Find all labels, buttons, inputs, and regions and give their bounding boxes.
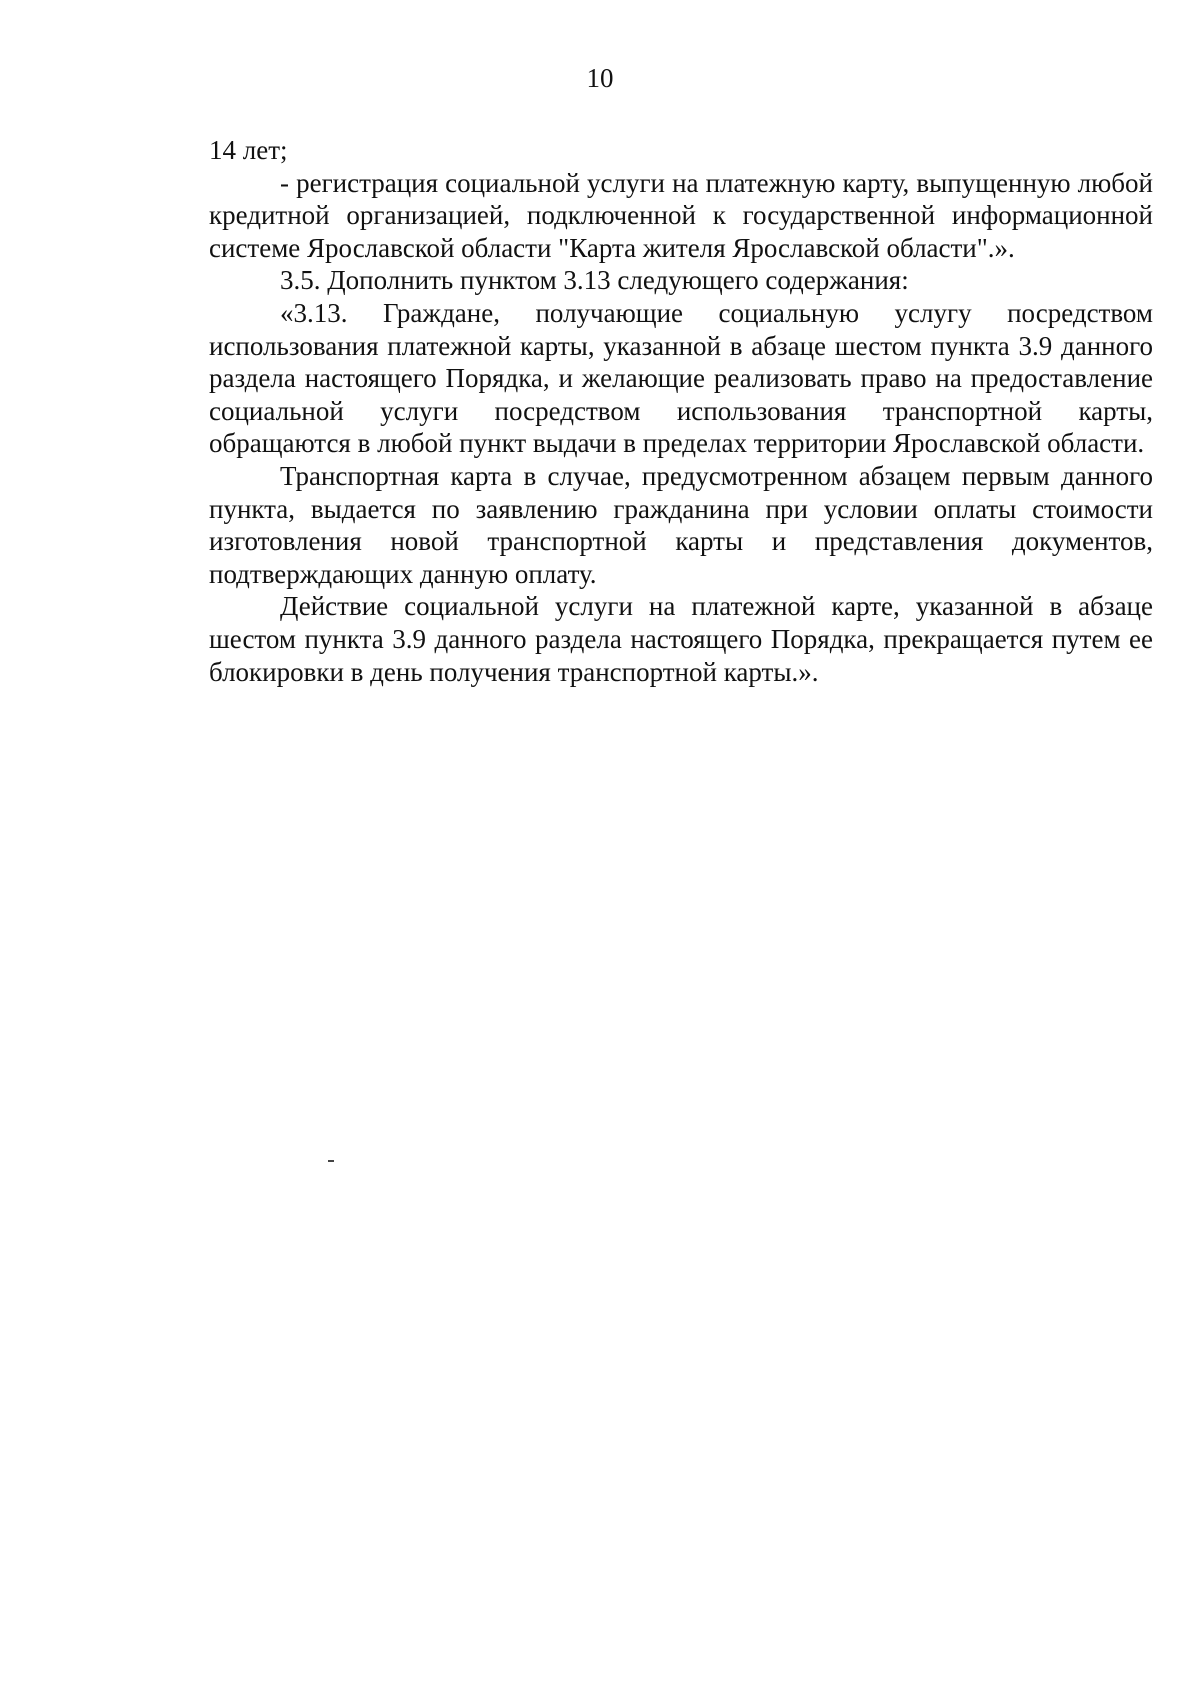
document-body — [209, 134, 1153, 688]
paragraph-continuation: 14 лет; — [209, 135, 288, 165]
paragraph-amendment-3-5: 3.5. Дополнить пунктом 3.13 следующего содержания: — [280, 265, 909, 296]
paragraph-transport-card-issue: Транспортная карта в случае, предусмотренном абзацем первым данного пункта, выдается по заявлению гражданина при условии оплаты стоимости изготовления новой транспортной карты и представления документов, подтверждающих данную оплату. — [209, 460, 1153, 589]
paragraph-service-termination: Действие социальной услуги на платежной карте, указанной в абзаце шестом пункта 3.9 данного раздела настоящего Порядка, прекращается путем ее блокировки в день получения транспортной карты.». — [209, 591, 1153, 687]
scan-mark — [328, 1160, 334, 1162]
paragraph-payment-card-registration: - регистрация социальной услуги на платежную карту, выпущенную любой кредитной организацией, подключенной к государственной информационной системе Ярославской области "Карта жителя Ярославской области".». — [209, 167, 1153, 263]
paragraph-clause-3-13: «3.13. Граждане, получающие социальную услугу посредством использования платежной карты, указанной в абзаце шестом пункта 3.9 данного раздела настоящего Порядка, и желающие реализовать право на предоставление социальной услуги посредством использования транспортной карты, обращаются в любой пункт выдачи в пределах территории Ярославской области. — [209, 297, 1153, 459]
page-number: 10 — [586, 63, 614, 93]
